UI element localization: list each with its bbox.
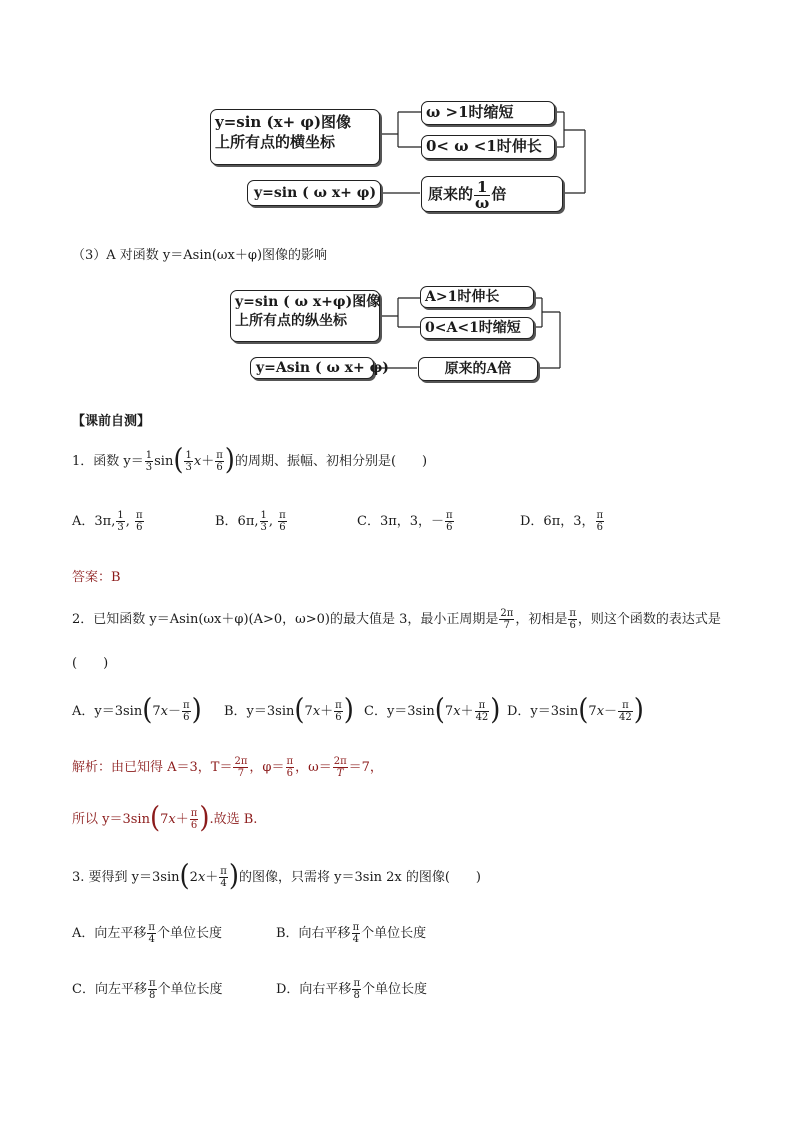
q3-option-a[interactable]: A．向左平移 $\frac{\pi}{4}$ 个单位长度	[72, 922, 222, 945]
amp-source-line1: y=sin ( ω x+φ)图像	[235, 294, 381, 310]
omega-source-box	[210, 109, 380, 165]
q1-option-d-label: D．6π，3，	[520, 514, 595, 529]
q1-option-b[interactable]: B．6π, $\frac{1}{3}$ , $\frac{\pi}{6}$	[215, 510, 286, 533]
q3-option-d-suffix: 个单位长度	[362, 982, 428, 997]
amp-source-line2: 上所有点的纵坐标	[235, 312, 347, 329]
q2-option-d-label: D．y＝3sin	[507, 704, 579, 719]
amp-target-label: y=Asin ( ω x+ φ)	[256, 360, 389, 376]
q3-option-b-label: B．向右平移	[276, 926, 351, 941]
q3-option-a-label: A．向左平移	[72, 926, 147, 941]
q3-option-d[interactable]: D．向右平移 $\frac{\pi}{8}$ 个单位长度	[276, 978, 428, 1001]
amp-result-box	[418, 357, 538, 381]
q2-option-a[interactable]: A．y＝3sin(7x－ $\frac{\pi}{6}$ )	[72, 693, 202, 726]
omega-result-suffix: 倍	[491, 185, 507, 203]
q1-option-a-label: A．3π,	[72, 514, 116, 529]
q2-option-c[interactable]: C．y＝3sin(7x＋ $\frac{\pi}{42}$ )	[364, 693, 501, 726]
q2-analysis-a: 解析：由已知得 A＝3，T＝	[72, 760, 233, 775]
q3-option-b-suffix: 个单位长度	[361, 926, 427, 941]
amp-branch-shrink-label: 0<A<1时缩短	[425, 320, 521, 336]
q2-option-b-label: B．y＝3sin	[224, 704, 295, 719]
q2-conclusion: 所以 y＝3sin(7x＋ $\frac{\pi}{6}$ ).故选 B.	[72, 801, 258, 834]
q3-option-a-suffix: 个单位长度	[156, 926, 222, 941]
q2-stem-c: ，则这个函数的表达式是	[577, 612, 721, 627]
q3-option-c[interactable]: C．向左平移 $\frac{\pi}{8}$ 个单位长度	[72, 978, 223, 1001]
q3-option-c-label: C．向左平移	[72, 982, 147, 997]
q1-stem: 1．函数 y＝ $\frac{1}{3}$ sin( $\frac{1}{3}$ x＋ $\frac{\pi}{6}$ )的周期、振幅、初相分别是( )	[72, 443, 428, 476]
q2-stem-paren: ( )	[72, 656, 109, 671]
q1-stem-prefix: 1．函数 y＝	[72, 454, 144, 469]
q2-option-a-label: A．y＝3sin	[72, 704, 143, 719]
q2-option-b[interactable]: B．y＝3sin(7x＋ $\frac{\pi}{6}$ )	[224, 693, 354, 726]
amp-branch-shrink	[420, 317, 534, 339]
q2-conclusion-a: 所以 y＝3sin	[72, 812, 150, 827]
omega-branch-shrink-label: ω >1时缩短	[426, 103, 514, 121]
omega-result-den: ω	[475, 193, 490, 212]
q2-stem-b: ，初相是	[515, 612, 568, 627]
omega-branch-stretch-label: 0< ω <1时伸长	[426, 137, 542, 155]
omega-target-label: y=sin ( ω x+ φ)	[254, 185, 377, 201]
amp-source-box	[230, 290, 380, 342]
omega-result-fraction	[474, 177, 490, 212]
omega-target-box	[247, 180, 381, 206]
omega-branch-shrink	[421, 101, 555, 125]
q2-analysis-c: ，ω＝	[295, 760, 332, 775]
q2-analysis-b: ，φ＝	[249, 760, 285, 775]
q3-stem-a: 3. 要得到 y＝3sin	[72, 870, 180, 885]
omega-result-box	[421, 176, 563, 212]
q1-option-c[interactable]: C．3π，3，－ $\frac{\pi}{6}$	[357, 510, 453, 533]
omega-source-line1: y=sin (x+ φ)图像	[215, 113, 352, 131]
omega-result-prefix: 原来的	[428, 185, 474, 203]
q1-option-c-label: C．3π，3，－	[357, 514, 445, 529]
q2-analysis-d: ＝7，	[348, 760, 383, 775]
q3-option-c-suffix: 个单位长度	[157, 982, 223, 997]
amp-result-label: 原来的A倍	[444, 361, 512, 377]
q1-option-b-label: B．6π,	[215, 514, 259, 529]
q2-analysis: 解析：由已知得 A＝3，T＝ $\frac{2\pi}{7}$ ，φ＝ $\frac{\pi}{6}$ ，ω＝ $\frac{2\pi}{T}$ ＝7，	[72, 756, 383, 779]
amp-branch-stretch	[420, 286, 534, 308]
omega-source-line2: 上所有点的横坐标	[215, 133, 336, 152]
q2-option-d[interactable]: D．y＝3sin(7x－ $\frac{\pi}{42}$ )	[507, 693, 644, 726]
section3-heading: （3）A 对函数 y＝Asin(ωx＋φ)图像的影响	[72, 248, 328, 263]
q1-stem-suffix: 的周期、振幅、初相分别是( )	[234, 454, 428, 469]
amp-target-box	[250, 357, 389, 379]
q2-stem-a: 2．已知函数 y＝Asin(ωx＋φ)(A>0，ω>0)的最大值是 3，最小正周期是	[72, 612, 499, 627]
omega-branch-stretch	[421, 135, 555, 159]
q3-option-b[interactable]: B．向右平移 $\frac{\pi}{4}$ 个单位长度	[276, 922, 427, 945]
pretest-heading: 【课前自测】	[72, 414, 151, 429]
q3-stem-b: 的图像，只需将 y＝3sin 2x 的图像( )	[239, 870, 481, 885]
omega-result-num: 1	[474, 180, 490, 196]
q2-conclusion-b: .故选 B.	[209, 812, 258, 827]
q2-stem: 2．已知函数 y＝Asin(ωx＋φ)(A>0，ω>0)的最大值是 3，最小正周期是 $\frac{2\pi}{7}$ ，初相是 $\frac{\pi}{6}$ ，则这个函数的表达式是	[72, 608, 721, 631]
q2-option-c-label: C．y＝3sin	[364, 704, 435, 719]
q1-option-d[interactable]: D．6π，3， $\frac{\pi}{6}$	[520, 510, 604, 533]
q1-answer: 答案：B	[72, 570, 121, 585]
amp-branch-stretch-label: A>1时伸长	[425, 289, 500, 305]
q3-stem: 3. 要得到 y＝3sin(2x＋ $\frac{\pi}{4}$ )的图像，只需将 y＝3sin 2x 的图像( )	[72, 859, 481, 892]
q1-option-a[interactable]: A．3π, $\frac{1}{3}$ , $\frac{\pi}{6}$	[72, 510, 143, 533]
q3-option-d-label: D．向右平移	[276, 982, 352, 997]
